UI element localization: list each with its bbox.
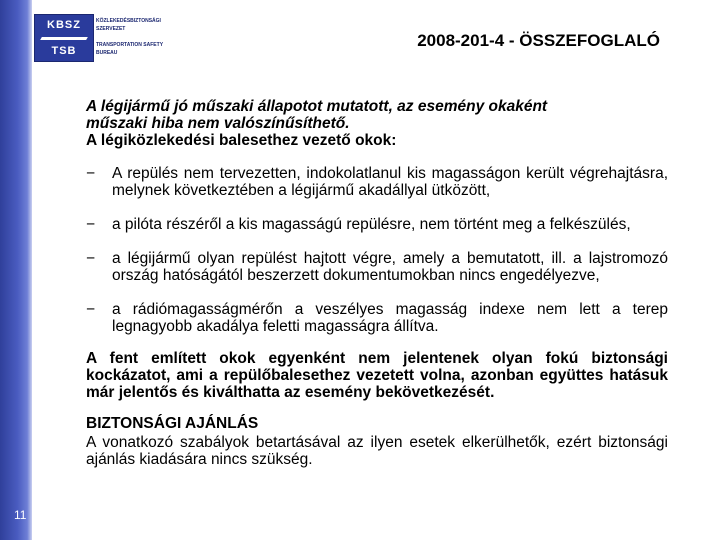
logo-line2: TSB bbox=[51, 45, 77, 57]
intro-line-3: A légiközlekedési balesethez vezető okok: bbox=[86, 132, 397, 149]
list-item bbox=[86, 301, 668, 335]
logo-line1: KBSZ bbox=[47, 19, 81, 31]
dash-bullet: − bbox=[86, 250, 96, 267]
logo-text-line: TRANSPORTATION SAFETY bbox=[96, 42, 164, 48]
recommendation-text: A vonatkozó szabályok betartásával az ilyen esetek elkerülhetők, ezért biztonsági ajánlás kiadására nincs szükség. bbox=[86, 434, 668, 468]
logo-emblem bbox=[34, 14, 94, 62]
cause-text: a légijármű olyan repülést hajtott végre, amely a bemutatott, ill. a lajstromozó ország hatóságától beszerzett dokumentumokban nincs engedélyezve, bbox=[112, 250, 668, 284]
logo-text-line: BUREAU bbox=[96, 50, 118, 56]
dash-bullet: − bbox=[86, 216, 96, 233]
logo-text-line: KÖZLEKEDÉSBIZTONSÁGI bbox=[96, 18, 161, 24]
intro-line-1: A légijármű jó műszaki állapotot mutatott, az esemény okaként bbox=[86, 98, 548, 115]
cause-text: a rádiómagasságmérőn a veszélyes magasság indexe nem lett a terep legnagyobb akadálya feletti magasságra állítva. bbox=[112, 301, 668, 335]
page-number: 11 bbox=[14, 508, 27, 522]
dash-bullet: − bbox=[86, 301, 96, 318]
causes-list bbox=[86, 165, 668, 335]
recommendation-heading: BIZTONSÁGI AJÁNLÁS bbox=[86, 415, 259, 432]
wing-icon bbox=[40, 37, 88, 40]
left-sidebar-band bbox=[0, 0, 32, 540]
intro-paragraph bbox=[86, 98, 668, 149]
intro-line-2: műszaki hiba nem valószínűsíthető. bbox=[86, 115, 350, 132]
logo-text bbox=[96, 18, 192, 58]
list-item bbox=[86, 165, 668, 199]
summary-paragraph: A fent említett okok egyenként nem jelentenek olyan fokú biztonsági kockázatot, ami a repülőbalesethez vezetett volna, azonban együttes hatásuk már jelentős és kiválthatta az esemény bekövetkezését. bbox=[86, 350, 668, 401]
cause-text: a pilóta részéről a kis magasságú repülésre, nem történt meg a felkészülés, bbox=[112, 216, 631, 233]
kbsz-logo bbox=[34, 14, 184, 62]
logo-text-line: SZERVEZET bbox=[96, 26, 126, 32]
dash-bullet: − bbox=[86, 165, 96, 182]
cause-text: A repülés nem tervezetten, indokolatlanul kis magasságon került végrehajtásra, melynek következtében a légijármű akadállyal ütközött, bbox=[112, 165, 668, 199]
list-item bbox=[86, 216, 668, 233]
page-title: 2008-201-4 - ÖSSZEFOGLALÓ bbox=[417, 31, 660, 50]
main-content bbox=[86, 98, 668, 468]
list-item bbox=[86, 250, 668, 284]
